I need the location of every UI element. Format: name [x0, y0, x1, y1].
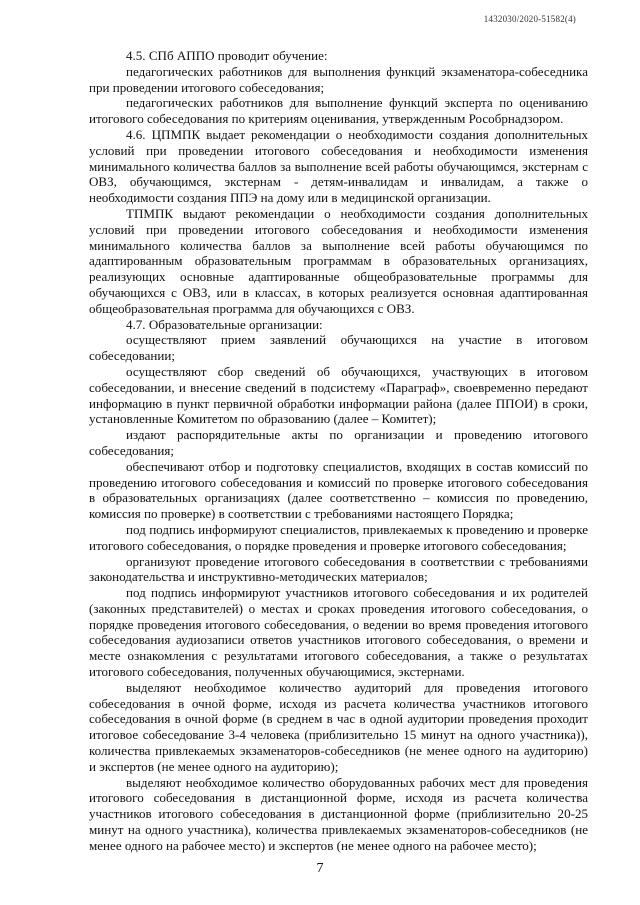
paragraph-tpmpk: ТПМПК выдают рекомендации о необходимости создания дополнительных условий при проведении итогового собеседования и необходимости изменения минимального количества баллов за выполнение всей работы обучающимся по адаптированным образовательным программам в образовательных организациях, реализующих основные адаптированные общеобразовательные программы для обучающихся с ОВЗ, или в классах, в которых реализуется основная адаптированная общеобразовательная программа для обучающихся с ОВЗ. — [89, 205, 588, 316]
paragraph-4-7-item-8: выделяют необходимое количество аудиторий для проведения итогового собеседования в очной форме, исходя из расчета количества участников итогового собеседования в очной форме (в среднем в час в одной аудитории проведения проходит итоговое собеседование 3-4 человека (приблизительно 15 минут на одного участника)), количества привлекаемых экзаменаторов-собеседников (не менее одного на аудиторию) и экспертов (не менее одного на аудиторию); — [89, 679, 588, 774]
page-number: 7 — [316, 861, 324, 876]
paragraph-4-7-item-6: организуют проведение итогового собеседования в соответствии с требованиями законодательства и инструктивно-методических материалов; — [89, 553, 588, 585]
paragraph-4-7-item-5: под подпись информируют специалистов, привлекаемых к проведению и проверке итогового собеседования, о порядке проведения и проверке итогового собеседования; — [89, 521, 588, 553]
paragraph-4-7-item-9: выделяют необходимое количество оборудованных рабочих мест для проведения итогового собеседования в дистанционной форме, исходя из расчета количества участников итогового собеседования в дистанционной форме (приблизительно 20-25 минут на одного участника), количества привлекаемых экзаменаторов-собеседников (не менее одного на рабочее место) и экспертов (не менее одного на рабочее место); — [89, 774, 588, 853]
paragraph-4-7-item-2: осуществляют сбор сведений об обучающихся, участвующих в итоговом собеседовании, и внесение сведений в подсистему «Параграф», своевременно передают информацию в пункт первичной обработки информации района (далее ППОИ) в сроки, установленные Комитетом по образованию (далее – Комитет); — [89, 363, 588, 427]
document-body — [89, 48, 588, 854]
paragraph-4-7-item-7: под подпись информируют участников итогового собеседования и их родителей (законных представителей) о местах и сроках проведения итогового собеседования, о порядке проведения итогового собеседования, о ведении во время проведения итогового собеседования аудиозаписи ответов участников итогового собеседования, о времени и месте ознакомления с результатами итогового собеседования, а также о результатах итогового собеседования, полученных обучающимися, экстернами. — [89, 585, 588, 680]
paragraph-4-6: 4.6. ЦПМПК выдает рекомендации о необходимости создания дополнительных условий при проведении итогового собеседования и необходимости изменения минимального количества баллов за выполнение всей работы обучающимся, экстернам с ОВЗ, обучающимся, экстернам - детям-инвалидам и инвалидам, а также о необходимости создания ППЭ на дому или в медицинской организации. — [89, 126, 588, 206]
document-id: 1432030/2020-51582(4) — [483, 14, 576, 24]
paragraph-4-7-item-3: издают распорядительные акты по организации и проведению итогового собеседования; — [89, 427, 588, 458]
paragraph-4-5-heading: 4.5. СПб АППО проводит обучение: — [126, 48, 328, 63]
paragraph-4-7-item-1: осуществляют прием заявлений обучающихся на участие в итоговом собеседовании; — [89, 332, 588, 364]
paragraph-4-5-item-1: педагогических работников для выполнения функций экзаменатора-собеседника при проведении итогового собеседования; — [89, 63, 588, 95]
paragraph-4-7-heading: 4.7. Образовательные организации: — [126, 316, 323, 332]
paragraph-4-7-item-4: обеспечивают отбор и подготовку специалистов, входящих в состав комиссий по проведению итогового собеседования и комиссий по проверке итогового собеседования в образовательных организациях (далее соответственно – комиссия по проведению, комиссия по проверке) в соответствии с требованиями настоящего Порядка; — [89, 458, 588, 522]
paragraph-4-5-item-2: педагогических работников для выполнение функций эксперта по оцениванию итогового собеседования по критериям оценивания, утвержденным Рособрнадзором. — [89, 95, 588, 127]
